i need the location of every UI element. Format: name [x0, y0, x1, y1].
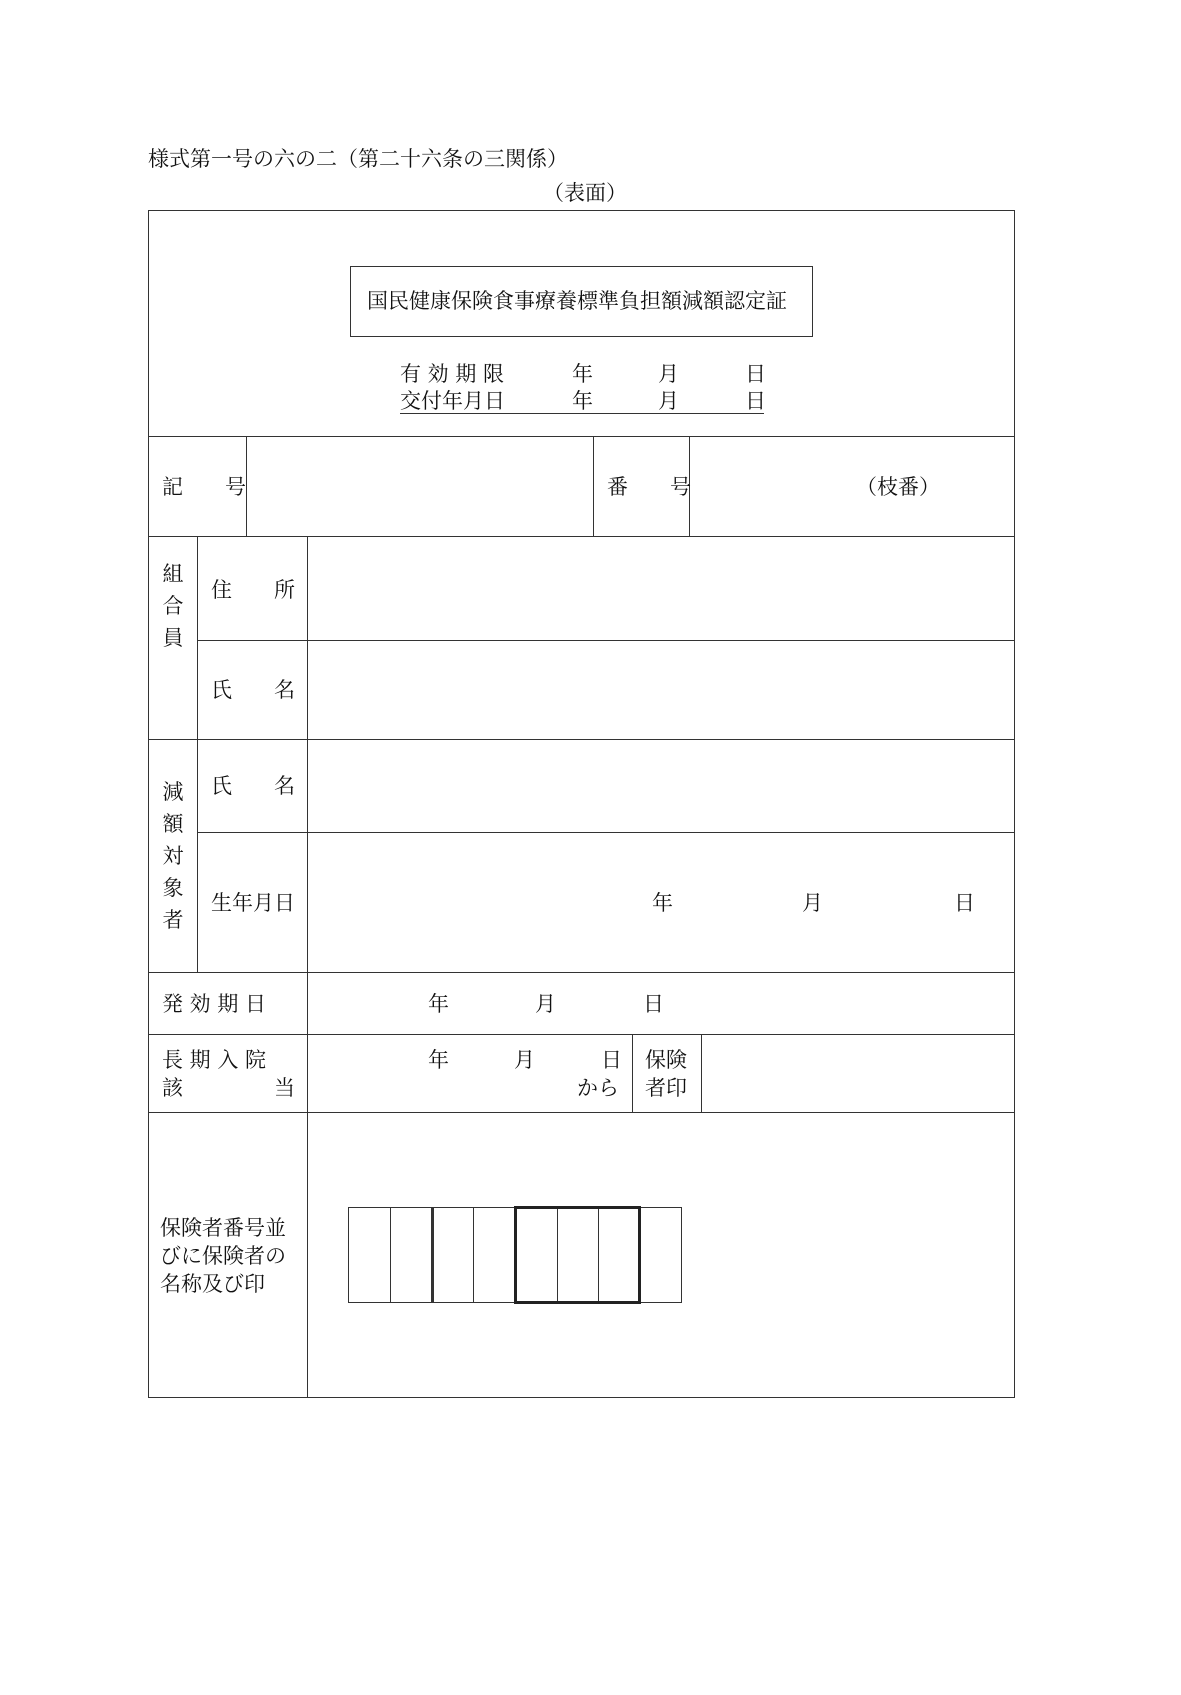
target-group-char-2: 額: [162, 812, 184, 836]
member-group-label: [158, 558, 188, 654]
issue-day: 日: [745, 389, 766, 413]
group-col-sep: [197, 536, 198, 972]
row-divider-3: [197, 640, 1015, 641]
effective-year: 年: [428, 992, 449, 1016]
row-divider-5: [197, 832, 1015, 833]
id-row-sep-1: [246, 436, 247, 536]
long-term-day: 日: [601, 1048, 622, 1072]
member-name-field[interactable]: [309, 642, 1013, 738]
validity-day: 日: [745, 362, 766, 386]
validity-label: 有 効 期 限: [400, 362, 505, 386]
insurer-label-line1: 保険者番号並: [160, 1216, 286, 1240]
effective-month: 月: [535, 992, 556, 1016]
insurer-number-digit-4[interactable]: [475, 1209, 513, 1301]
row-divider-4: [148, 739, 1015, 740]
seal-col-sep-2: [701, 1034, 702, 1112]
insurer-number-digit-1[interactable]: [350, 1209, 389, 1301]
long-term-label-line1: 長 期 入 院: [162, 1048, 267, 1072]
long-term-month: 月: [514, 1048, 535, 1072]
branch-label: （枝番）: [856, 475, 940, 499]
effective-day: 日: [643, 992, 664, 1016]
member-name-label: 氏 名: [211, 678, 295, 702]
form-caption: 様式第一号の六の二（第二十六条の三関係）: [148, 147, 568, 171]
side-label: （表面）: [543, 181, 627, 205]
long-term-from: から: [577, 1076, 619, 1100]
insurer-number-divider: [473, 1207, 474, 1303]
symbol-field[interactable]: [248, 438, 592, 535]
insurer-label-line3: 名称及び印: [160, 1272, 265, 1296]
insurer-number-digit-5[interactable]: [517, 1209, 555, 1301]
row-divider-6: [148, 972, 1015, 973]
target-group-char-1: 減: [162, 780, 184, 804]
target-name-label: 氏 名: [211, 774, 295, 798]
certificate-title: 国民健康保険食事療養標準負担額減額認定証: [367, 289, 787, 313]
insurer-number-digit-8[interactable]: [642, 1209, 680, 1301]
insurer-label-line2: びに保険者の: [160, 1244, 286, 1268]
target-birth-month: 月: [802, 891, 823, 915]
validity-year: 年: [572, 362, 593, 386]
target-birth-label: 生年月日: [211, 891, 295, 915]
target-group-label: [158, 776, 188, 936]
insurer-number-divider: [390, 1207, 391, 1303]
insurer-number-digit-7[interactable]: [600, 1209, 638, 1301]
long-term-year: 年: [428, 1048, 449, 1072]
member-group-char-1: 組: [162, 562, 184, 586]
member-address-field[interactable]: [309, 538, 1013, 639]
issue-date-underline: [400, 413, 764, 414]
number-field[interactable]: [691, 438, 1013, 535]
seal-col-sep-1: [632, 1034, 633, 1112]
member-group-char-2: 合: [162, 594, 184, 618]
insurer-seal-label-line1: 保険: [645, 1048, 687, 1072]
row-divider-2: [148, 536, 1015, 537]
target-birth-year: 年: [652, 891, 673, 915]
effective-label: 発 効 期 日: [162, 992, 267, 1016]
target-birth-day: 日: [954, 891, 975, 915]
long-term-label-line2b: 当: [274, 1076, 295, 1100]
target-group-char-4: 象: [162, 876, 184, 900]
insurer-number-digit-6[interactable]: [559, 1209, 597, 1301]
issue-date-label: 交付年月日: [400, 389, 505, 413]
row-divider-1: [148, 436, 1015, 437]
target-group-char-3: 対: [162, 844, 184, 868]
row-divider-8: [148, 1112, 1015, 1113]
label-col-sep: [307, 536, 308, 1398]
validity-month: 月: [658, 362, 679, 386]
insurer-seal-field[interactable]: [703, 1036, 1013, 1111]
id-row-sep-2: [593, 436, 594, 536]
target-group-char-5: 者: [162, 908, 184, 932]
member-address-label: 住 所: [211, 578, 295, 602]
symbol-label: 記 号: [162, 475, 246, 499]
issue-year: 年: [572, 389, 593, 413]
row-divider-7: [148, 1034, 1015, 1035]
insurer-number-digit-3[interactable]: [434, 1209, 472, 1301]
member-group-char-3: 員: [162, 626, 184, 650]
issue-month: 月: [658, 389, 679, 413]
insurer-number-digit-2[interactable]: [392, 1209, 430, 1301]
target-name-field[interactable]: [309, 741, 1013, 831]
number-label: 番 号: [607, 475, 691, 499]
long-term-label-line2a: 該: [162, 1076, 183, 1100]
insurer-seal-label-line2: 者印: [645, 1076, 687, 1100]
